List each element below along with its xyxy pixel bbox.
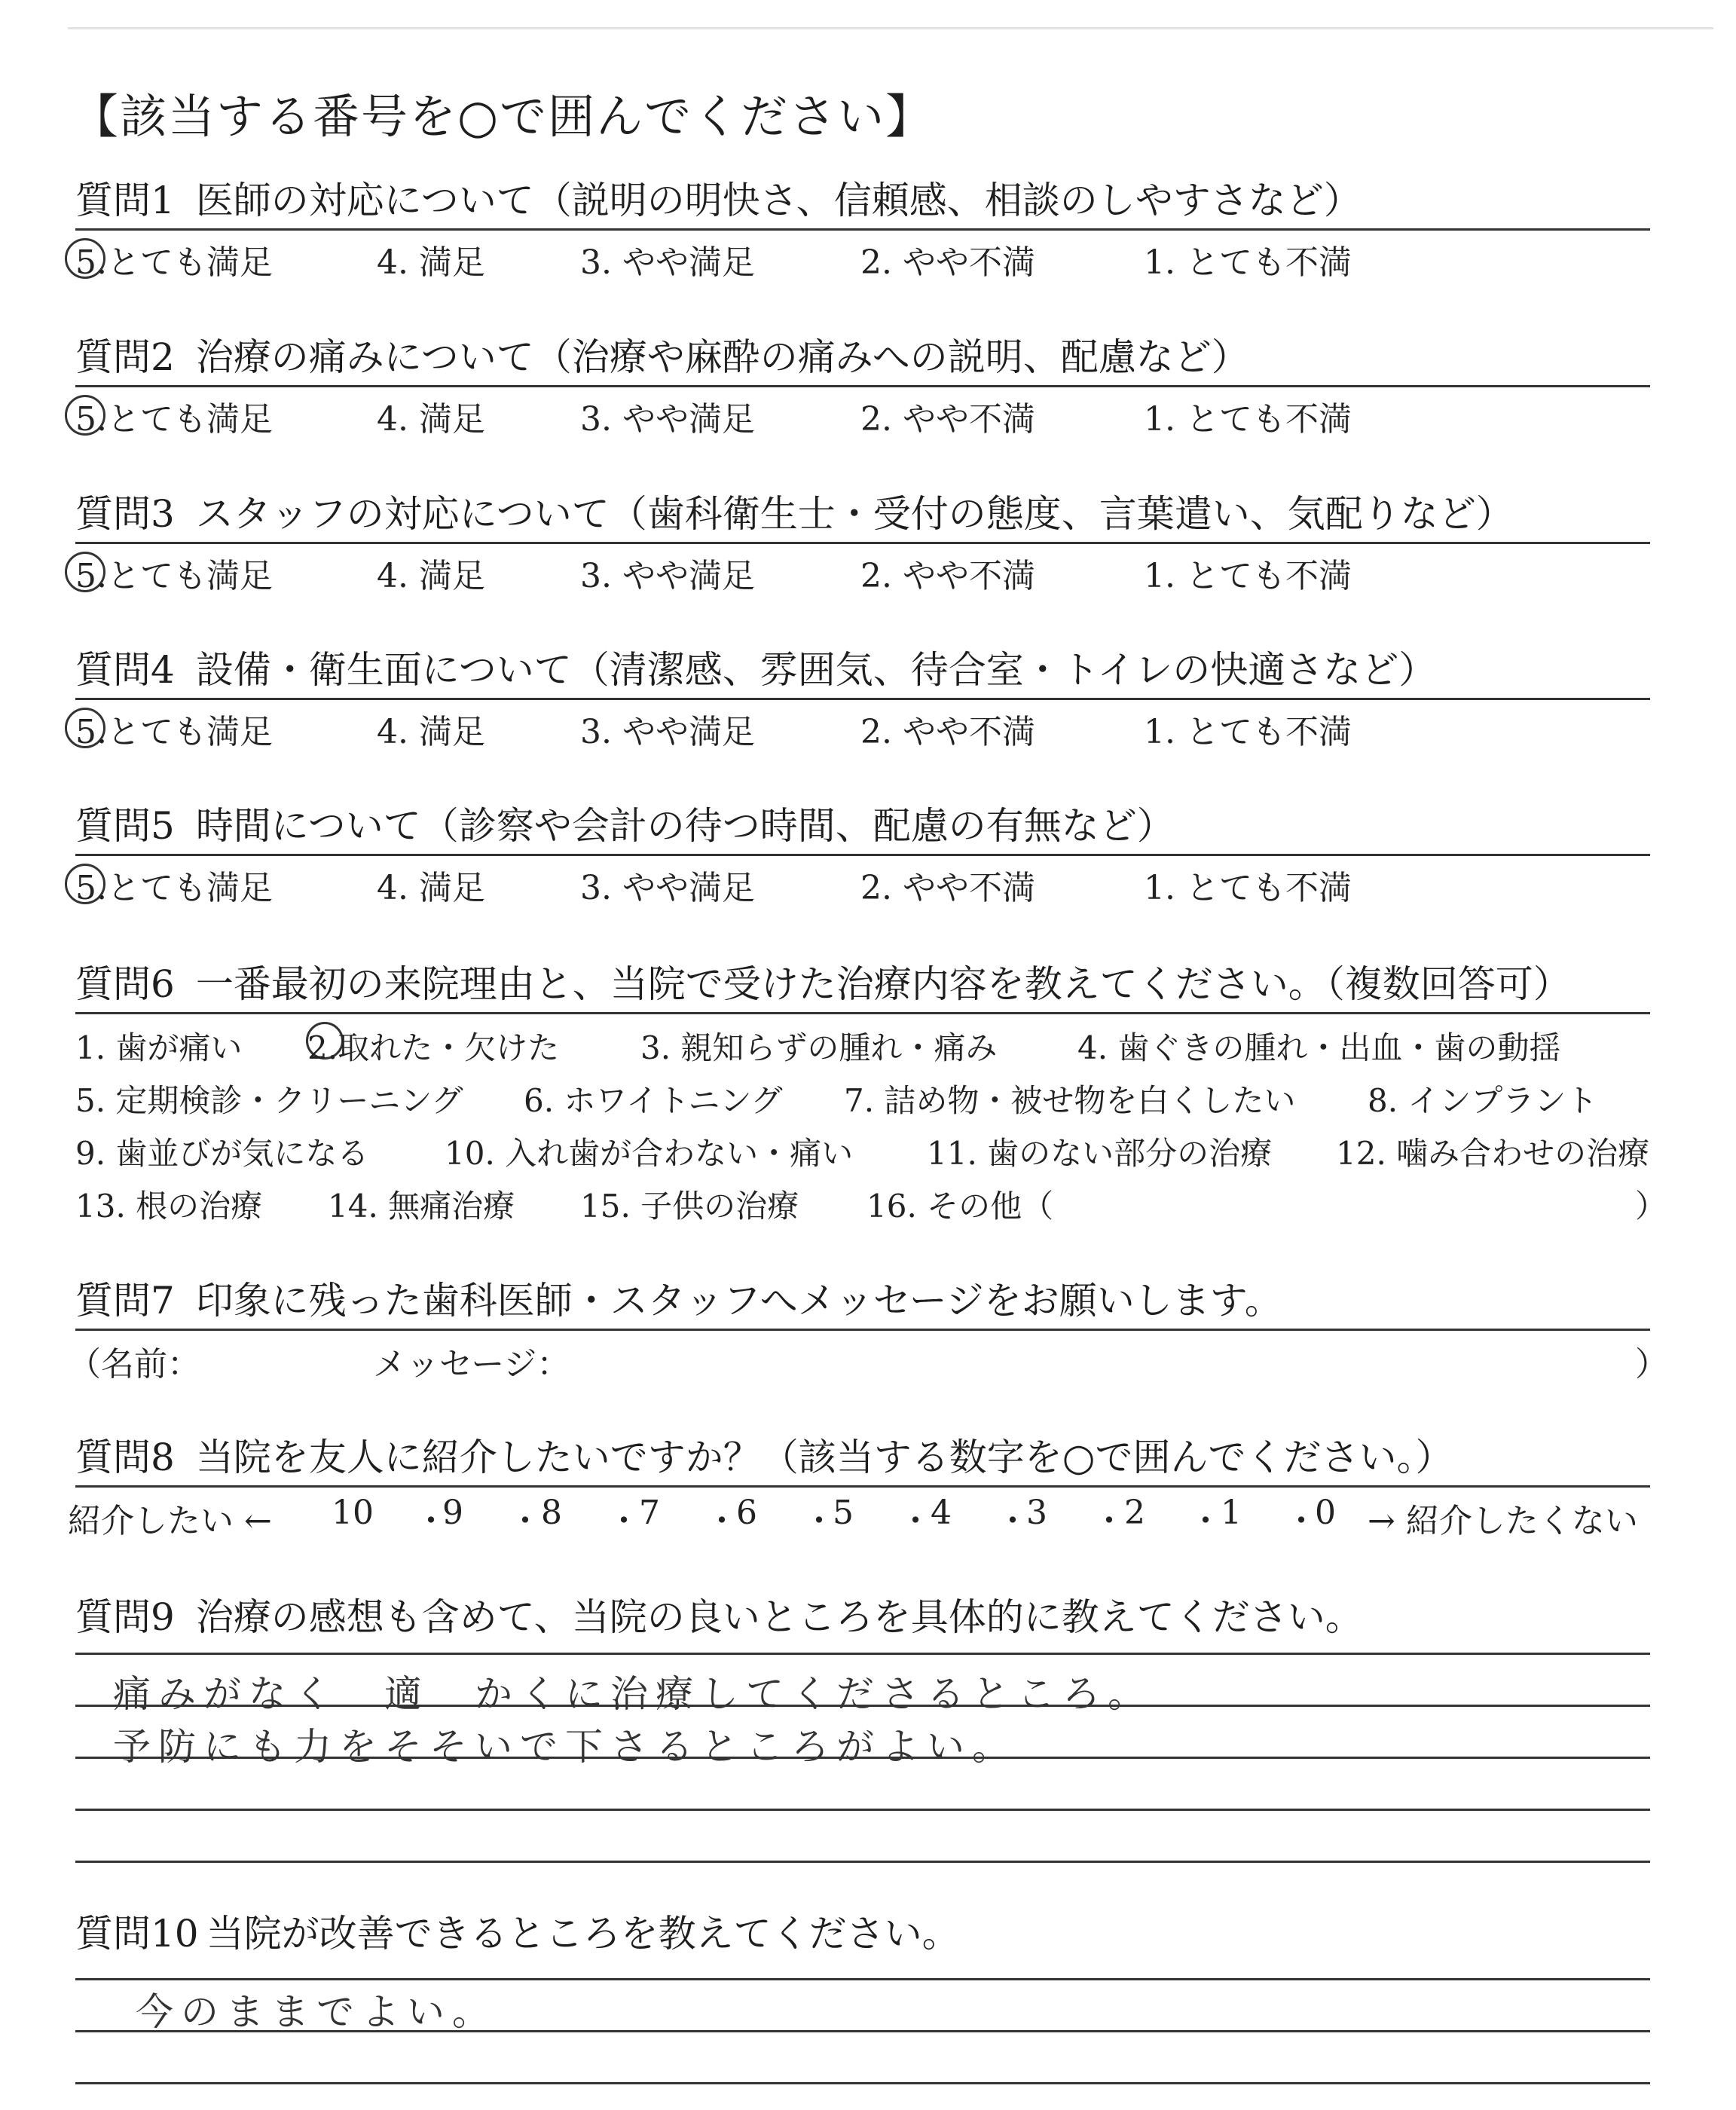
scale-separator: ・ — [1285, 1502, 1318, 1540]
rating-options — [75, 700, 1650, 751]
scale-7[interactable]: 7 — [639, 1494, 660, 1532]
question-number: 質問3 — [75, 492, 175, 536]
question-text: 一番最初の来院理由と、当院で受けた治療内容を教えてください。（複数回答可） — [195, 962, 1571, 1006]
question-6 — [75, 961, 1667, 1240]
close-paren: ） — [1635, 1345, 1668, 1384]
scale-8[interactable]: 8 — [541, 1494, 562, 1532]
question-7 — [68, 1277, 1668, 1384]
option-2[interactable]: 2. やや不満 — [860, 869, 1035, 907]
option-4[interactable]: 4. 満足 — [377, 400, 485, 439]
recommend-scale — [68, 1488, 1650, 1540]
question-number: 質問5 — [75, 804, 175, 848]
option-4[interactable]: 4. 満足 — [377, 557, 485, 595]
question-number: 質問9 — [75, 1595, 175, 1639]
option-1[interactable]: 1. とても不満 — [1144, 557, 1352, 595]
question-text: 当院が改善できるところを教えてください。 — [206, 1912, 960, 1956]
option-3[interactable]: 3. やや満足 — [580, 400, 755, 439]
question-number: 質問6 — [75, 962, 175, 1006]
option-3[interactable]: 3. やや満足 — [580, 557, 755, 595]
question-text: 医師の対応について（説明の明快さ、信頼感、相談のしやすさなど） — [195, 179, 1362, 222]
option-2[interactable]: 2. やや不満 — [860, 713, 1035, 751]
option-4[interactable]: 4. 満足 — [377, 869, 485, 907]
question-1 — [75, 177, 1650, 282]
scale-separator: ・ — [607, 1502, 640, 1540]
scale-separator: ・ — [996, 1502, 1029, 1540]
reason-option-2[interactable]: 2.取れた・欠けた — [307, 1029, 560, 1066]
scale-4[interactable]: 4 — [931, 1494, 952, 1532]
reason-options — [75, 1014, 1667, 1240]
option-4[interactable]: 4. 満足 — [377, 713, 485, 751]
question-number: 質問8 — [75, 1436, 175, 1479]
scale-6[interactable]: 6 — [736, 1494, 757, 1532]
option-2[interactable]: 2. やや不満 — [860, 557, 1035, 595]
option-2[interactable]: 2. やや不満 — [860, 400, 1035, 439]
question-text: 設備・衛生面について（清潔感、雰囲気、待合室・トイレの快適さなど） — [195, 648, 1437, 692]
option-4[interactable]: 4. 満足 — [377, 243, 485, 282]
scale-3[interactable]: 3 — [1026, 1494, 1047, 1532]
question-text: 当院を友人に紹介したいですか？（該当する数字を○で囲んでください。） — [195, 1436, 1453, 1479]
scale-separator: ・ — [1093, 1502, 1126, 1540]
reason-option-10[interactable]: 10. 入れ歯が合わない・痛い — [445, 1135, 854, 1172]
reason-option-11[interactable]: 11. 歯のない部分の治療 — [927, 1135, 1273, 1172]
reason-option-6[interactable]: 6. ホワイトニング — [524, 1082, 783, 1119]
rating-options — [75, 856, 1650, 907]
option-5[interactable]: 5.とても満足 — [75, 869, 273, 907]
question-2 — [75, 334, 1650, 439]
scale-separator: ・ — [414, 1502, 448, 1540]
scale-9[interactable]: 9 — [442, 1494, 463, 1532]
close-paren: ） — [1635, 1188, 1667, 1225]
scale-2[interactable]: 2 — [1124, 1494, 1145, 1532]
rating-options — [75, 544, 1650, 595]
top-edge-line — [68, 27, 1713, 29]
reason-option-12[interactable]: 12. 噛み合わせの治療 — [1336, 1135, 1650, 1172]
question-text: 治療の痛みについて（治療や麻酔の痛みへの説明、配慮など） — [195, 335, 1249, 379]
reason-option-16[interactable]: 16. その他（ — [866, 1188, 1054, 1225]
scale-separator: ・ — [1189, 1502, 1222, 1540]
question-number: 質問10 — [75, 1912, 199, 1956]
question-number: 質問2 — [75, 335, 175, 379]
option-5[interactable]: 5.とても満足 — [75, 713, 273, 751]
option-3[interactable]: 3. やや満足 — [580, 243, 755, 282]
option-3[interactable]: 3. やや満足 — [580, 713, 755, 751]
reason-option-13[interactable]: 13. 根の治療 — [75, 1188, 263, 1225]
question-8 — [68, 1434, 1650, 1540]
option-1[interactable]: 1. とても不満 — [1144, 869, 1352, 907]
handwritten-answer-line-2[interactable]: 予防にも力をそそいで下さるところがよい。 — [113, 1725, 1017, 1769]
page-heading: 【該当する番号を○で囲んでください】 — [72, 89, 934, 144]
option-5[interactable]: 5.とても満足 — [75, 557, 273, 595]
option-3[interactable]: 3. やや満足 — [580, 869, 755, 907]
option-5[interactable]: 5.とても満足 — [75, 400, 273, 439]
scale-10[interactable]: 10 — [332, 1494, 374, 1532]
rating-options — [75, 231, 1650, 282]
reason-option-7[interactable]: 7. 詰め物・被せ物を白くしたい — [844, 1082, 1296, 1119]
scale-separator: ・ — [802, 1502, 836, 1540]
handwritten-answer-line-1[interactable]: 今のままでよい。 — [136, 1990, 497, 2034]
scale-1[interactable]: 1 — [1221, 1494, 1242, 1532]
reason-option-5[interactable]: 5. 定期検診・クリーニング — [75, 1082, 463, 1119]
question-text: 治療の感想も含めて、当院の良いところを具体的に教えてください。 — [195, 1595, 1363, 1639]
question-text: 印象に残った歯科医師・スタッフへメッセージをお願いします。 — [195, 1279, 1282, 1323]
question-text: スタッフの対応について（歯科衛生士・受付の態度、言葉遣い、気配りなど） — [195, 492, 1514, 536]
scale-separator: ・ — [899, 1502, 932, 1540]
scale-right-label: → 紹介したくない — [1368, 1502, 1638, 1540]
question-text: 時間について（診察や会計の待つ時間、配慮の有無など） — [195, 804, 1175, 848]
rating-options — [75, 387, 1650, 439]
reason-option-9[interactable]: 9. 歯並びが気になる — [75, 1135, 369, 1172]
question-4 — [75, 647, 1650, 751]
question-number: 質問4 — [75, 648, 175, 692]
question-3 — [75, 491, 1650, 595]
question-5 — [75, 803, 1650, 907]
reason-option-8[interactable]: 8. インプラント — [1368, 1082, 1598, 1119]
option-1[interactable]: 1. とても不満 — [1144, 243, 1352, 282]
option-5[interactable]: 5.とても満足 — [75, 243, 273, 282]
question-number: 質問7 — [75, 1279, 175, 1323]
option-1[interactable]: 1. とても不満 — [1144, 400, 1352, 439]
reason-option-1[interactable]: 1. 歯が痛い — [75, 1029, 243, 1066]
reason-option-15[interactable]: 15. 子供の治療 — [580, 1188, 799, 1225]
handwritten-answer-line-1[interactable]: 痛みがなく 適 かくに治療してくださるところ。 — [113, 1672, 1153, 1716]
message-row — [68, 1331, 1668, 1384]
scale-separator: ・ — [509, 1502, 542, 1540]
scale-left-label: 紹介したい ← — [68, 1502, 272, 1540]
name-label: （名前： — [68, 1345, 200, 1384]
message-label[interactable]: メッセージ： — [373, 1345, 570, 1384]
reason-option-4[interactable]: 4. 歯ぐきの腫れ・出血・歯の動揺 — [1077, 1029, 1561, 1066]
question-number: 質問1 — [75, 179, 175, 222]
reason-option-3[interactable]: 3. 親知らずの腫れ・痛み — [640, 1029, 998, 1066]
option-2[interactable]: 2. やや不満 — [860, 243, 1035, 282]
option-1[interactable]: 1. とても不満 — [1144, 713, 1352, 751]
reason-option-14[interactable]: 14. 無痛治療 — [328, 1188, 515, 1225]
scale-5[interactable]: 5 — [833, 1494, 854, 1532]
scale-0[interactable]: 0 — [1315, 1494, 1336, 1532]
scale-separator: ・ — [705, 1502, 738, 1540]
